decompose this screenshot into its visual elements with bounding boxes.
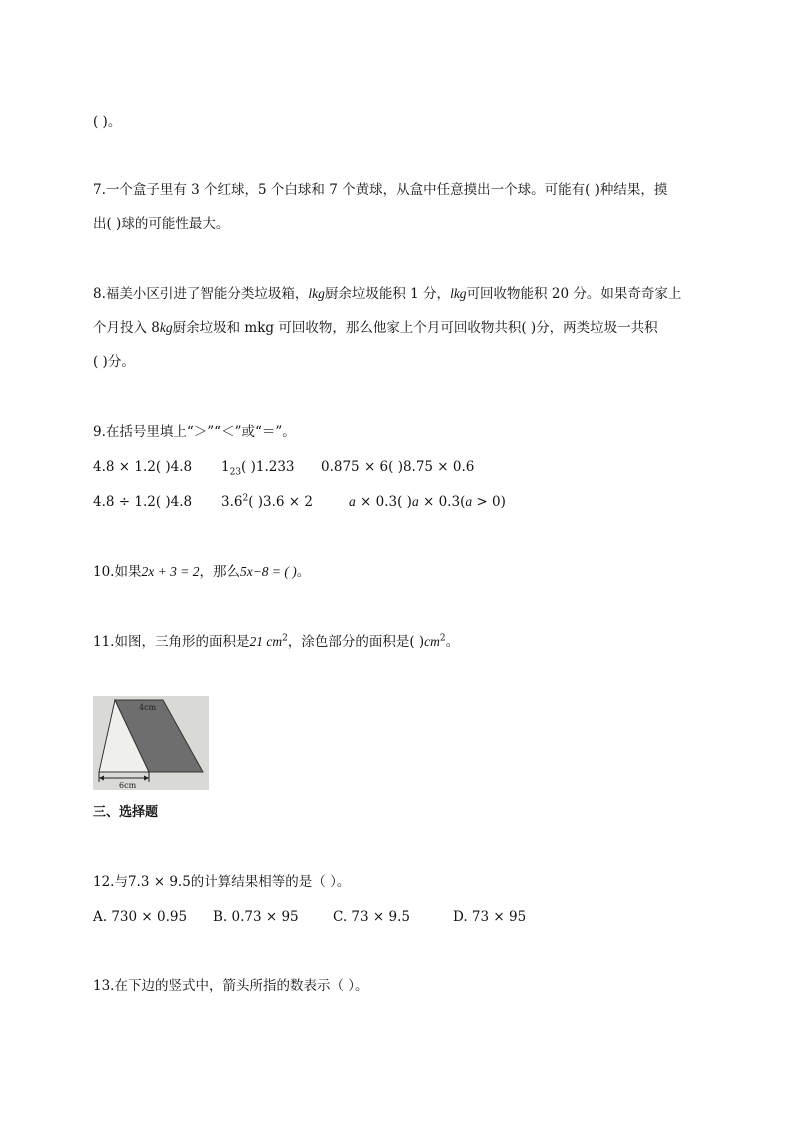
option-d: D. 73 × 95 [453, 909, 527, 925]
q9-row2-c: a × 0.3( )a × 0.3(a > 0) [349, 494, 506, 510]
q9-row1-b: $1_{23}$( )1.233 [221, 459, 295, 478]
equation-2: 5x−8 = ( ) [239, 564, 297, 579]
q9-row2-a: 4.8 ÷ 1.2( )4.8 [93, 494, 193, 510]
question-9-row-2 [93, 492, 506, 512]
q9-row2-b: $3.6^2$( )3.6 × 2 [221, 493, 313, 510]
option-a: A. 730 × 0.95 [93, 909, 188, 925]
question-9-title: 9.在括号里填上“＞”“＜”或“＝”。 [93, 424, 296, 440]
question-8-line-3: ( )分。 [93, 354, 135, 370]
unit-lkg-1: lkg [308, 286, 325, 301]
question-13-stem: 13.在下边的竖式中，箭头所指的数表示（ ）。 [93, 978, 369, 994]
question-12-options [93, 907, 526, 927]
option-b: B. 0.73 × 95 [213, 909, 299, 925]
option-c: C. 73 × 9.5 [333, 909, 410, 925]
question-8-line-1: 8.福美小区引进了智能分类垃圾箱，lkg厨余垃圾能积 1 分，lkg可回收物能积 20 分。如果奇奇家上 [93, 286, 682, 302]
equation-1: 2x + 3 = 2 [141, 564, 200, 579]
unit-lkg-2: lkg [450, 286, 467, 301]
label-6cm: 6cm [119, 781, 137, 790]
question-9-row-1 [93, 457, 474, 477]
question-12-stem: 12.与7.3 × 9.5的计算结果相等的是（ ）。 [93, 874, 351, 890]
q9-row1-c: 0.875 × 6( )8.75 × 0.6 [321, 459, 475, 475]
triangle-area: 21 cm [249, 634, 283, 649]
unit-kg: kg [159, 320, 173, 335]
question-8-line-2: 个月投入 8kg厨余垃圾和 mkg 可回收物，那么他家上个月可回收物共积( )分，两类垃圾一共积 [93, 320, 658, 336]
question-7-line-1: 7.一个盒子里有 3 个红球，5 个白球和 7 个黄球，从盒中任意摸出一个球。可能有( )种结果，摸 [93, 182, 668, 198]
question-6-tail: ( )。 [93, 114, 122, 130]
q9-row1-a: 4.8 × 1.2( )4.8 [93, 459, 193, 475]
answer-unit: cm [424, 634, 440, 649]
label-4cm: 4cm [139, 703, 157, 712]
section-3-heading: 三、选择题 [93, 805, 159, 820]
question-11: 11.如图，三角形的面积是21 $cm^2$，涂色部分的面积是( )$cm^2$。 [93, 633, 460, 650]
trapezoid-figure [93, 696, 209, 790]
question-7-line-2: 出( )球的可能性最大。 [93, 216, 230, 232]
question-10: 10.如果2x + 3 = 2，那么5x−8 = ( )。 [93, 564, 311, 580]
